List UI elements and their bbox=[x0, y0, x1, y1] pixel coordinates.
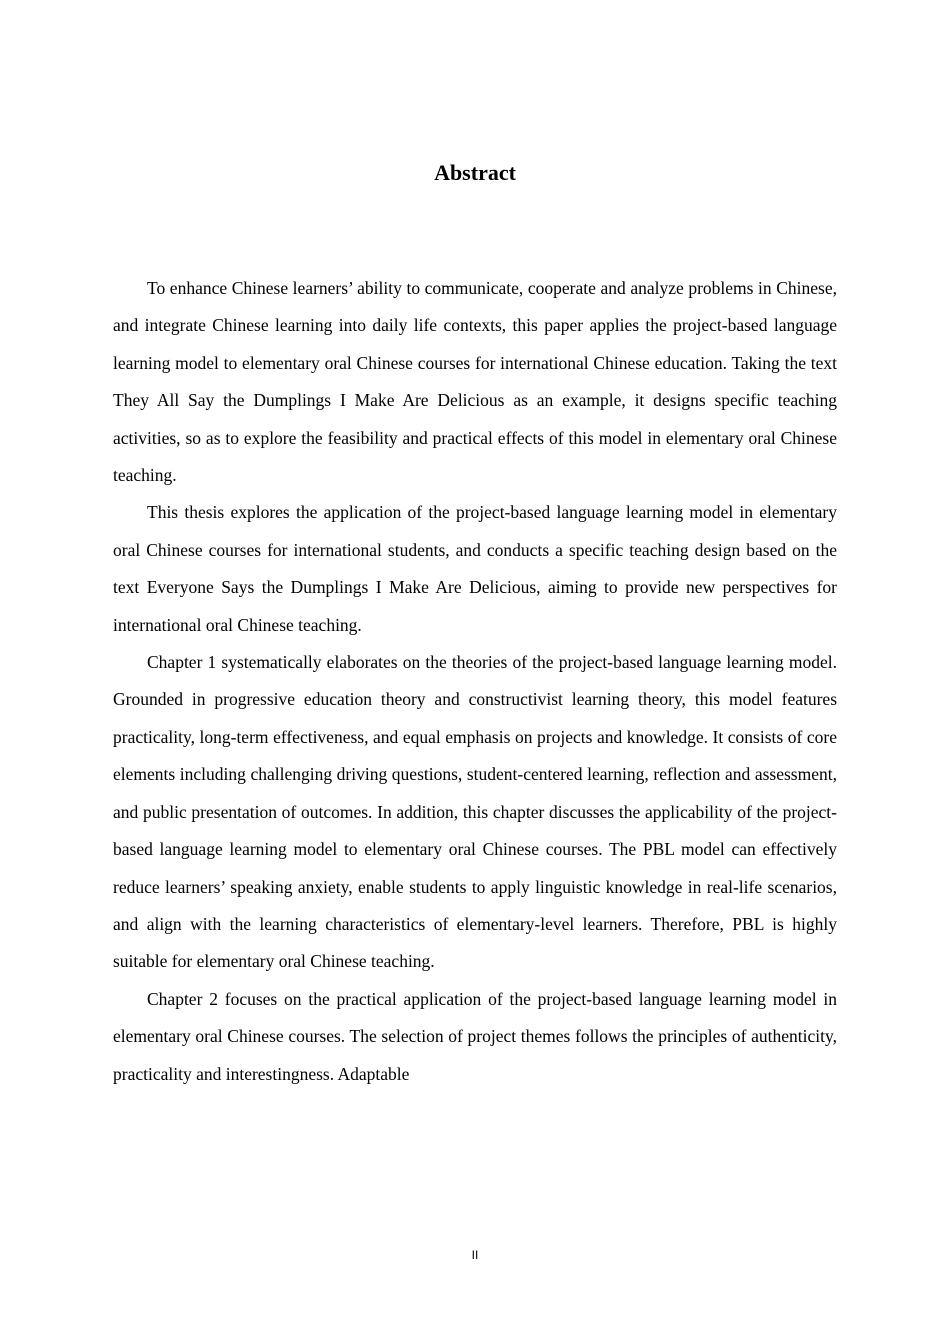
abstract-body bbox=[113, 270, 837, 1093]
abstract-paragraph-4: Chapter 2 focuses on the practical application of the project-based language learning model in elementary oral Chinese courses. The selection of project themes follows the principles of authenticity, practicality and interestingness. Adaptable bbox=[113, 988, 837, 1084]
page-title: Abstract bbox=[434, 160, 516, 185]
abstract-paragraph-3: Chapter 1 systematically elaborates on the theories of the project-based language learning model. Grounded in progressive education theory and constructivist learning theory, this model features practicality, long-term effectiveness, and equal emphasis on projects and knowledge. It consists of core elements including challenging driving questions, student-centered learning, reflection and assessment, and public presentation of outcomes. In addition, this chapter discusses the applicability of the project-based language learning model to elementary oral Chinese courses. The PBL model can effectively reduce learners’ speaking anxiety, enable students to apply linguistic knowledge in real-life scenarios, and align with the learning characteristics of elementary-level learners. Therefore, PBL is highly suitable for elementary oral Chinese teaching. bbox=[113, 652, 837, 972]
abstract-paragraph-2: This thesis explores the application of the project-based language learning model in elementary oral Chinese courses for international students, and conducts a specific teaching design based on the text Everyone Says the Dumplings I Make Are Delicious, aiming to provide new perspectives for international oral Chinese teaching. bbox=[113, 502, 837, 635]
abstract-paragraph-1: To enhance Chinese learners’ ability to communicate, cooperate and analyze problems in Chinese, and integrate Chinese learning into daily life contexts, this paper applies the project-based language learning model to elementary oral Chinese courses for international Chinese education. Taking the text They All Say the Dumplings I Make Are Delicious as an example, it designs specific teaching activities, so as to explore the feasibility and practical effects of this model in elementary oral Chinese teaching. bbox=[113, 278, 837, 486]
page-number: II bbox=[471, 1248, 479, 1262]
